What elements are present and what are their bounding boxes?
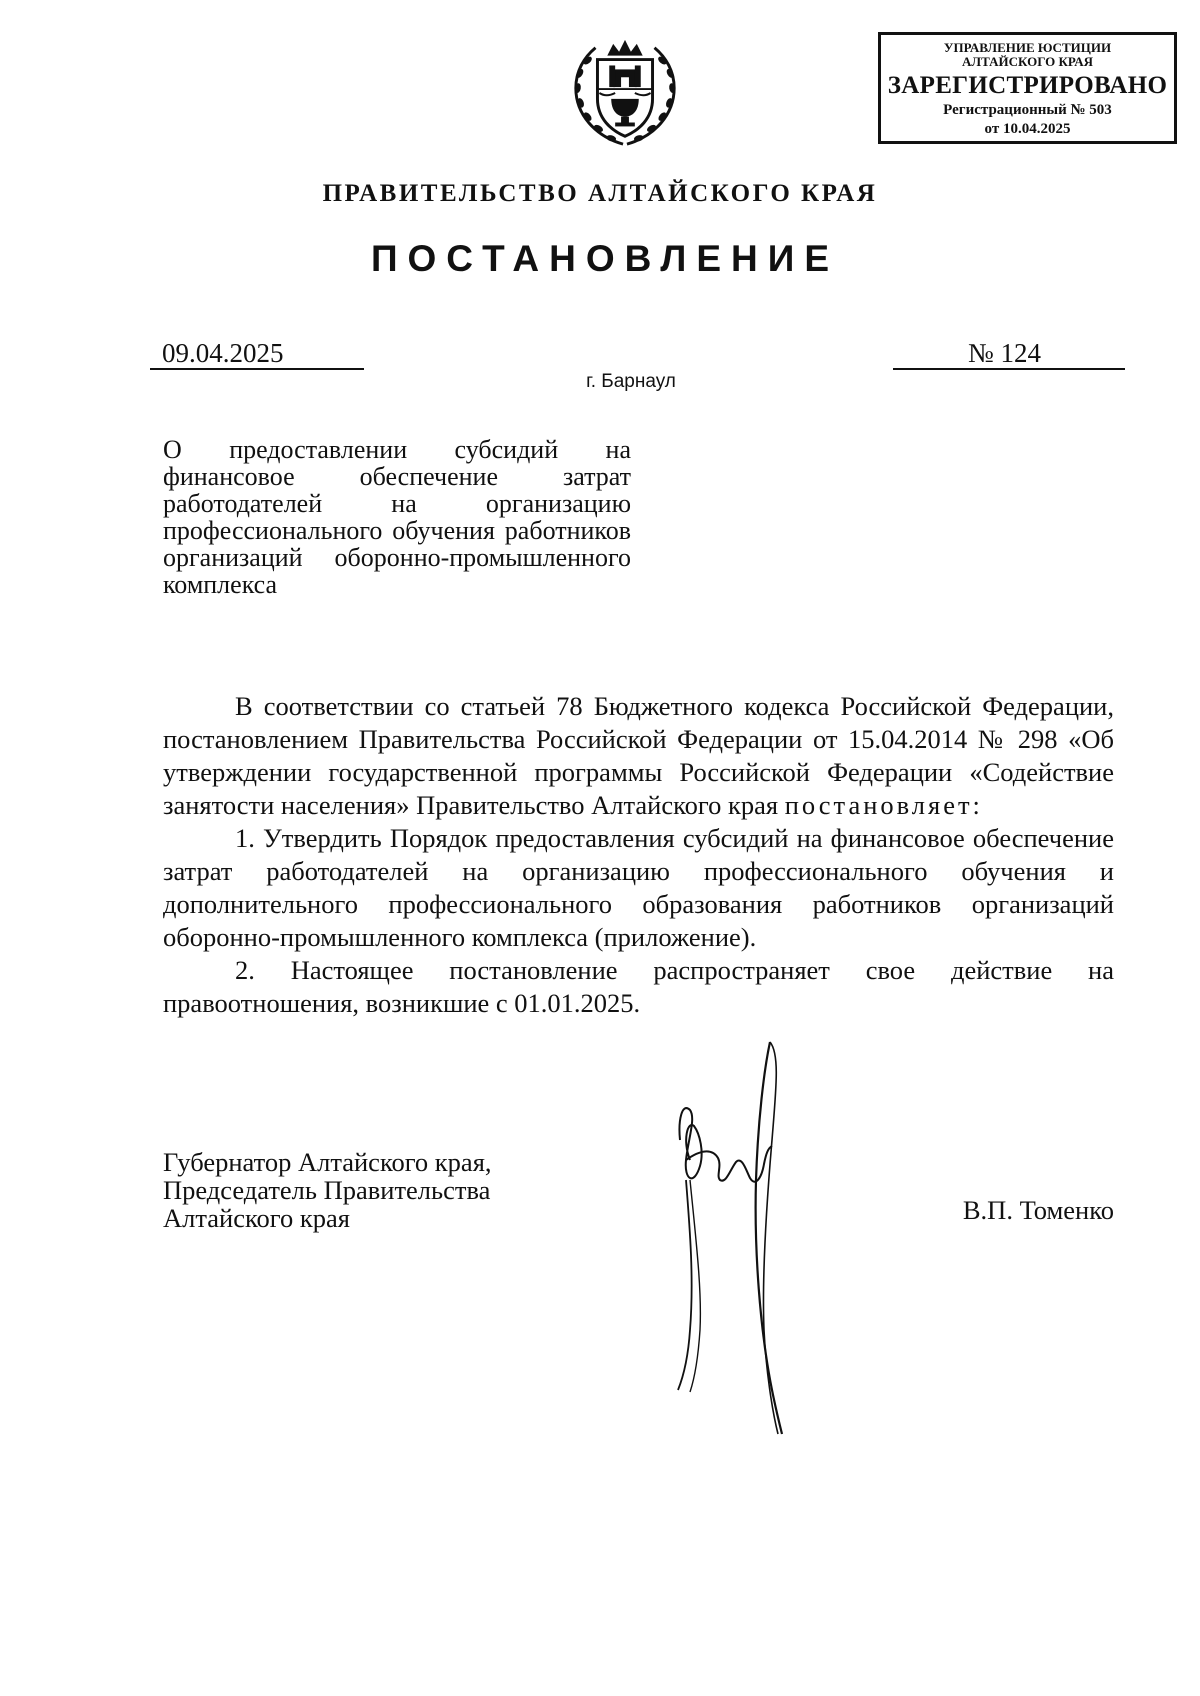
stamp-org-line1: УПРАВЛЕНИЕ ЮСТИЦИИ — [943, 40, 1112, 55]
stamp-organization — [881, 41, 1174, 69]
stamp-org-line2: АЛТАЙСКОГО КРАЯ — [962, 54, 1093, 69]
signatory-name: В.П. Томенко — [962, 1195, 1114, 1225]
handwritten-signature-icon — [660, 1030, 830, 1440]
signatory-title-line2: Председатель Правительства — [163, 1175, 491, 1205]
government-name: ПРАВИТЕЛЬСТВО АЛТАЙСКОГО КРАЯ — [322, 180, 878, 207]
decree-number: № 124 — [893, 338, 1125, 370]
signatory-title-line3: Алтайского края — [163, 1203, 350, 1233]
item-1: 1. Утвердить Порядок предоставления субсидий на финансовое обеспечение затрат работодателей на организацию профессионального обучения и дополнительного профессионального образования работников организаций оборонно-промышленного комплекса (приложение). — [163, 823, 1114, 952]
registration-stamp — [878, 32, 1177, 144]
stamp-reg-date: от 10.04.2025 — [984, 121, 1071, 137]
signatory-title-line1: Губернатор Алтайского края, — [163, 1147, 492, 1177]
stamp-reg-number: Регистрационный № 503 — [943, 102, 1112, 118]
document-type: ПОСТАНОВЛЕНИЕ — [370, 238, 840, 279]
coat-of-arms-icon — [566, 34, 684, 152]
decree-subject: О предоставлении субсидий на финансовое обеспечение затрат работодателей на организацию профессионального обучения работников организаций оборонно-промышленного комплекса — [163, 435, 631, 599]
item-2: 2. Настоящее постановление распространяет свое действие на правоотношения, возникшие с 01.01.2025. — [163, 955, 1114, 1018]
city: г. Барнаул — [586, 371, 676, 392]
stamp-title: ЗАРЕГИСТРИРОВАНО — [887, 72, 1168, 99]
decree-date: 09.04.2025 — [150, 338, 364, 370]
preamble-paragraph — [163, 690, 1114, 822]
resolves-word: постановляет: — [784, 790, 983, 820]
signatory-title — [163, 1148, 492, 1232]
decree-body — [163, 690, 1114, 1020]
preamble-text: В соответствии со статьей 78 Бюджетного кодекса Российской Федерации, постановлением Правительства Российской Федерации от 15.04.2014 № 298 «Об утверждении государственной программы Российской Федерации «Содействие занятости населения» Правительство Алтайского края — [163, 691, 1114, 820]
